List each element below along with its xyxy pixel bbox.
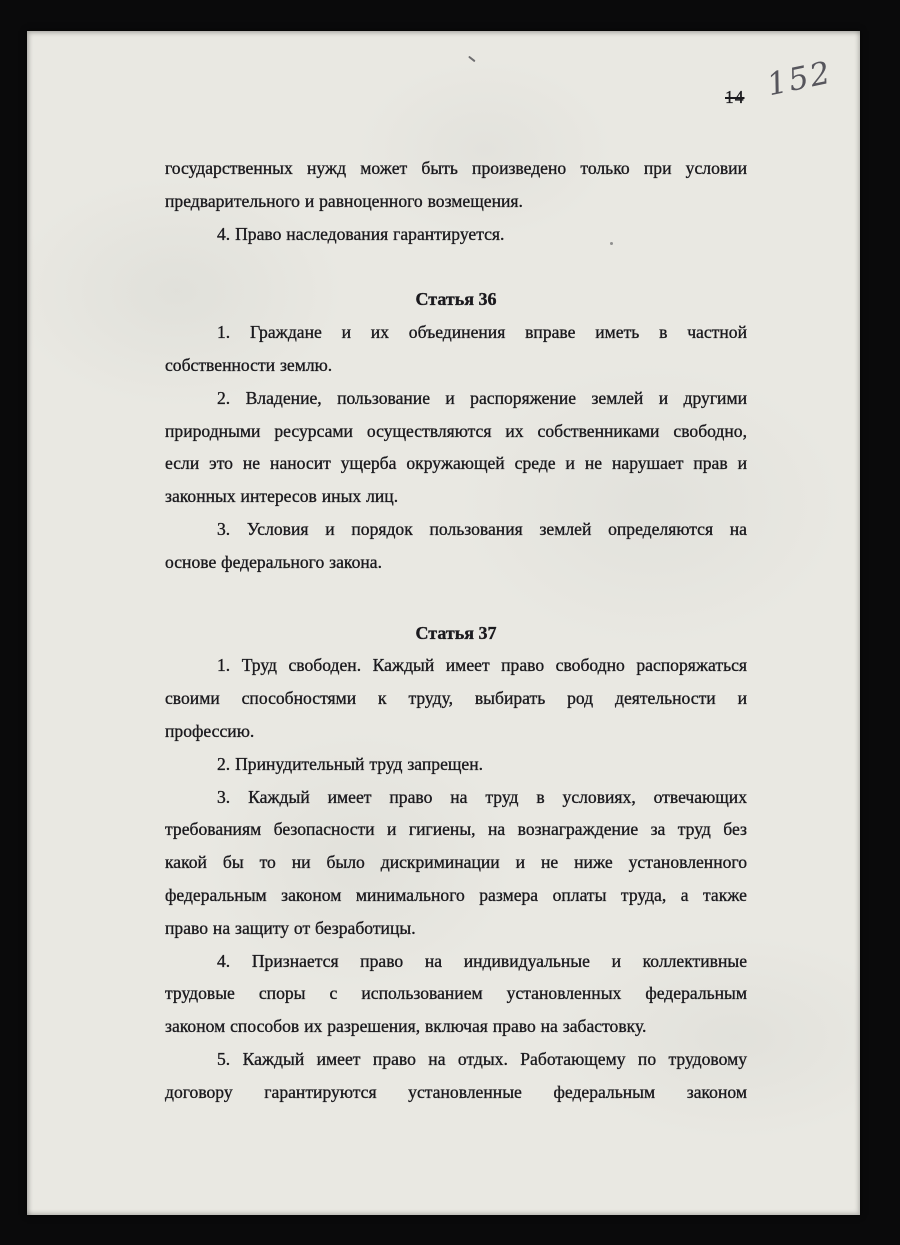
paragraph [165,945,747,1043]
text-line: 2. Принудительный труд запрещен. [217,753,484,774]
text-line: 1. Труд свободен. Каждый имеет право свободно распоряжаться [217,655,747,676]
text-column [165,152,747,1109]
text-line: федеральным законом минимального размера оплаты труда, а также [165,884,747,905]
paragraph [165,781,747,945]
text-line: своими способностями к труду, выбирать род деятельности и [165,688,747,709]
text-line: 4. Право наследования гарантируется. [217,223,505,244]
text-line: трудовые споры с использованием установленных федеральным [165,983,747,1004]
text-line: профессию. [165,720,255,741]
text-line: 1. Граждане и их объединения вправе иметь в частной [217,322,747,343]
paragraph [165,316,747,382]
continuation-paragraph [165,152,747,218]
text-line: 3. Условия и порядок пользования землей определяются на [217,518,747,539]
handwritten-page-number: 152 [763,54,836,104]
text-line: требованиям безопасности и гигиены, на вознаграждение за труд без [165,819,747,840]
article-37 [165,617,747,1109]
text-line: 2. Владение, пользование и распоряжение землей и другими [217,387,747,408]
text-line: предварительного и равноценного возмещения. [165,190,523,211]
text-line: 3. Каждый имеет право на труд в условиях, отвечающих [217,786,747,807]
article-36 [165,283,747,578]
paragraph [165,1043,747,1109]
paper-speck [468,56,475,62]
text-line: 5. Каждый имеет право на отдых. Работающему по трудовому [217,1048,747,1069]
paragraph [165,649,747,747]
document-page [27,31,860,1215]
text-line: собственности землю. [165,354,333,375]
article-heading: Статья 36 [415,289,497,310]
text-line: 4. Признается право на индивидуальные и коллективные [217,950,747,971]
text-line: законом способов их разрешения, включая право на забастовку. [165,1016,647,1037]
text-line: договору гарантируются установленные федеральным законом [165,1081,747,1102]
article-heading: Статья 37 [415,622,497,643]
paragraph [165,382,747,513]
text-line: если это не наносит ущерба окружающей среде и не нарушает прав и [165,453,747,474]
paragraph [165,513,747,579]
text-line: основе федерального закона. [165,551,382,572]
text-line: законных интересов иных лиц. [165,486,399,507]
paragraph [165,748,747,781]
text-line: государственных нужд может быть произведено только при условии [165,158,747,178]
text-line: какой бы то ни было дискриминации и не ниже установленного [165,852,747,873]
paragraph [165,218,747,251]
text-line: право на защиту от безработицы. [165,917,416,938]
text-line: природными ресурсами осуществляются их собственниками свободно, [165,420,747,441]
typed-page-number: 14 [725,87,745,107]
